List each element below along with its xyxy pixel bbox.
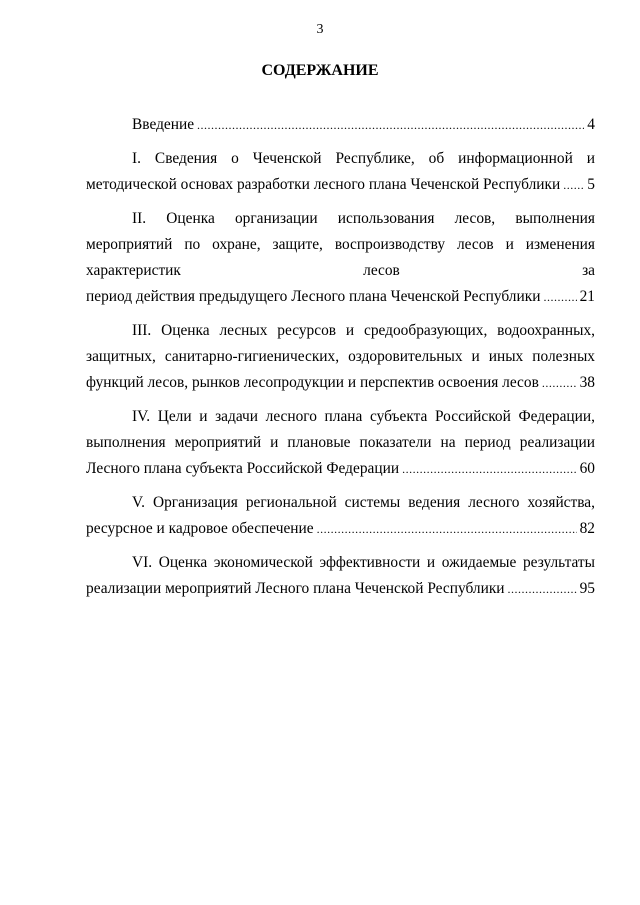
toc-page-ref: 95 bbox=[579, 580, 595, 597]
toc-entry-title: Введение bbox=[132, 116, 195, 133]
toc-page-ref: 5 bbox=[587, 176, 595, 193]
toc-entry-title-end: Лесного плана субъекта Российской Федерации bbox=[86, 460, 400, 477]
dot-leader bbox=[197, 112, 584, 138]
toc-entry-section-5[interactable] bbox=[86, 490, 595, 542]
toc-entry-line bbox=[86, 172, 595, 198]
dot-leader bbox=[508, 576, 577, 602]
dot-leader bbox=[402, 456, 577, 482]
toc-entry-section-2[interactable] bbox=[86, 206, 595, 310]
toc-entry-title-end: ресурсное и кадровое обеспечение bbox=[86, 520, 314, 537]
table-of-contents bbox=[86, 112, 595, 602]
toc-entry-title-end: реализации мероприятий Лесного плана Чеченской Республики bbox=[86, 580, 505, 597]
toc-page-ref: 4 bbox=[587, 116, 595, 133]
toc-page-ref: 60 bbox=[579, 460, 595, 477]
toc-title: СОДЕРЖАНИЕ bbox=[261, 62, 379, 79]
dot-leader bbox=[542, 370, 577, 396]
toc-entry-title-end: период действия предыдущего Лесного плана Чеченской Республики bbox=[86, 288, 541, 305]
toc-entry-title: IV. Цели и задачи лесного плана субъекта Российской Федерации, выполнения мероприятий и плановые показатели на период реализации bbox=[86, 408, 595, 451]
toc-entry-section-6[interactable] bbox=[86, 550, 595, 602]
toc-entry-section-3[interactable] bbox=[86, 318, 595, 396]
page-number: 3 bbox=[316, 22, 324, 37]
toc-entry-line bbox=[86, 516, 595, 542]
toc-entry-section-1[interactable] bbox=[86, 146, 595, 198]
dot-leader bbox=[563, 172, 584, 198]
dot-leader bbox=[317, 516, 577, 542]
toc-entry-title: V. Организация региональной системы ведения лесного хозяйства, bbox=[132, 494, 595, 511]
toc-entry-line bbox=[86, 576, 595, 602]
toc-entry-title-end: методической основах разработки лесного плана Чеченской Республики bbox=[86, 176, 561, 193]
toc-entry-title: III. Оценка лесных ресурсов и средообразующих, водоохранных, защитных, санитарно-гигиенических, оздоровительных и иных полезных bbox=[86, 322, 595, 365]
toc-entry-title: VI. Оценка экономической эффективности и ожидаемые результаты bbox=[132, 554, 595, 571]
toc-entry-section-4[interactable] bbox=[86, 404, 595, 482]
toc-entry-line bbox=[86, 370, 595, 396]
toc-entry-title: II. Оценка организации использования лесов, выполнения мероприятий по охране, защите, воспроизводству лесов и изменения характеристик лесов за bbox=[86, 210, 595, 279]
toc-entry-line bbox=[86, 112, 595, 138]
toc-entry-introduction[interactable] bbox=[86, 112, 595, 138]
toc-entry-title: I. Сведения о Чеченской Республике, об информационной и bbox=[132, 150, 595, 167]
toc-page-ref: 21 bbox=[579, 288, 595, 305]
toc-page-ref: 82 bbox=[579, 520, 595, 537]
toc-entry-line bbox=[86, 456, 595, 482]
toc-page-ref: 38 bbox=[579, 374, 595, 391]
toc-entry-line bbox=[86, 284, 595, 310]
dot-leader bbox=[543, 284, 576, 310]
toc-entry-title-end: функций лесов, рынков лесопродукции и перспектив освоения лесов bbox=[86, 374, 539, 391]
